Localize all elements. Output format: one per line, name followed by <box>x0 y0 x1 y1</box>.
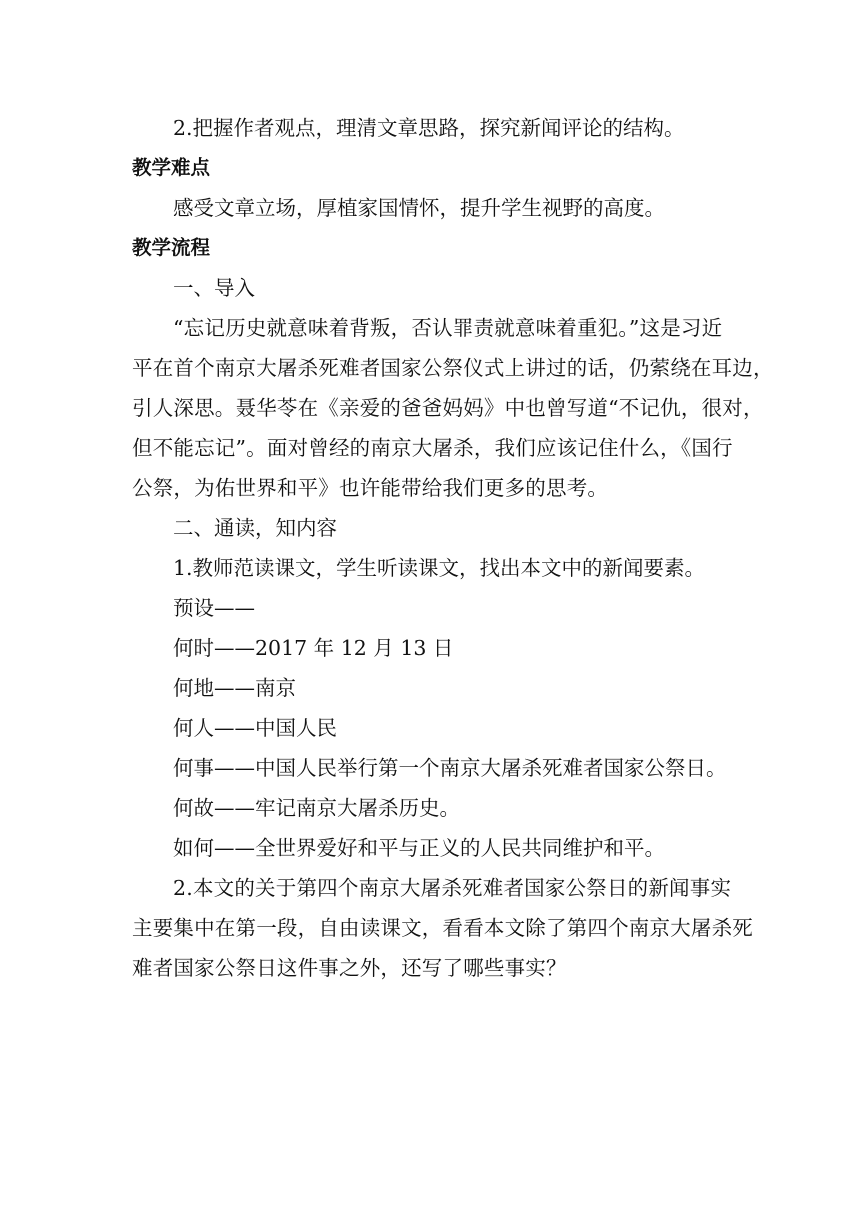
news-elements-list <box>132 628 752 868</box>
news-element-where: 何地——南京 <box>173 676 296 700</box>
section-1-title: 一、导入 <box>173 276 255 300</box>
intro-line: 平在首个南京大屠杀死难者国家公祭仪式上讲过的话，仍萦绕在耳边， <box>132 356 774 380</box>
item-2-line: 2.本文的关于第四个南京大屠杀死难者国家公祭日的新闻事实 <box>173 876 732 900</box>
intro-line: “忘记历史就意味着背叛，否认罪责就意味着重犯。”这是习近 <box>173 316 723 340</box>
news-element-how: 如何——全世界爱好和平与正义的人民共同维护和平。 <box>173 836 665 860</box>
section-2-title: 二、通读，知内容 <box>173 516 337 540</box>
news-element-why: 何故——牢记南京大屠杀历史。 <box>173 796 460 820</box>
document-page <box>132 108 774 988</box>
process-heading: 教学流程 <box>132 236 211 259</box>
news-element-who: 何人——中国人民 <box>173 716 337 740</box>
intro-line: 公祭，为佑世界和平》也许能带给我们更多的思考。 <box>132 476 609 500</box>
news-element-what: 何事——中国人民举行第一个南京大屠杀死难者国家公祭日。 <box>173 756 727 780</box>
difficulty-heading: 教学难点 <box>132 156 211 179</box>
intro-line: 但不能忘记”。面对曾经的南京大屠杀，我们应该记住什么，《国行 <box>132 436 733 460</box>
intro-paragraph <box>132 308 774 508</box>
item-2-line: 主要集中在第一段，自由读课文，看看本文除了第四个南京大屠杀死 <box>132 916 753 940</box>
section-2-item-1: 1.教师范读课文，学生听读课文，找出本文中的新闻要素。 <box>173 556 706 580</box>
news-element-when: 何时——2017 年 12 月 13 日 <box>173 636 454 660</box>
difficulty-text: 感受文章立场，厚植家国情怀，提升学生视野的高度。 <box>173 196 665 220</box>
intro-line: 引人深思。聂华苓在《亲爱的爸爸妈妈》中也曾写道“不记仇，很对， <box>132 396 764 420</box>
preset-label: 预设—— <box>173 596 255 620</box>
item-2-line: 难者国家公祭日这件事之外，还写了哪些事实？ <box>132 956 567 980</box>
objective-item-2: 2.把握作者观点，理清文章思路，探究新闻评论的结构。 <box>173 116 685 140</box>
section-2-item-2 <box>132 868 752 988</box>
